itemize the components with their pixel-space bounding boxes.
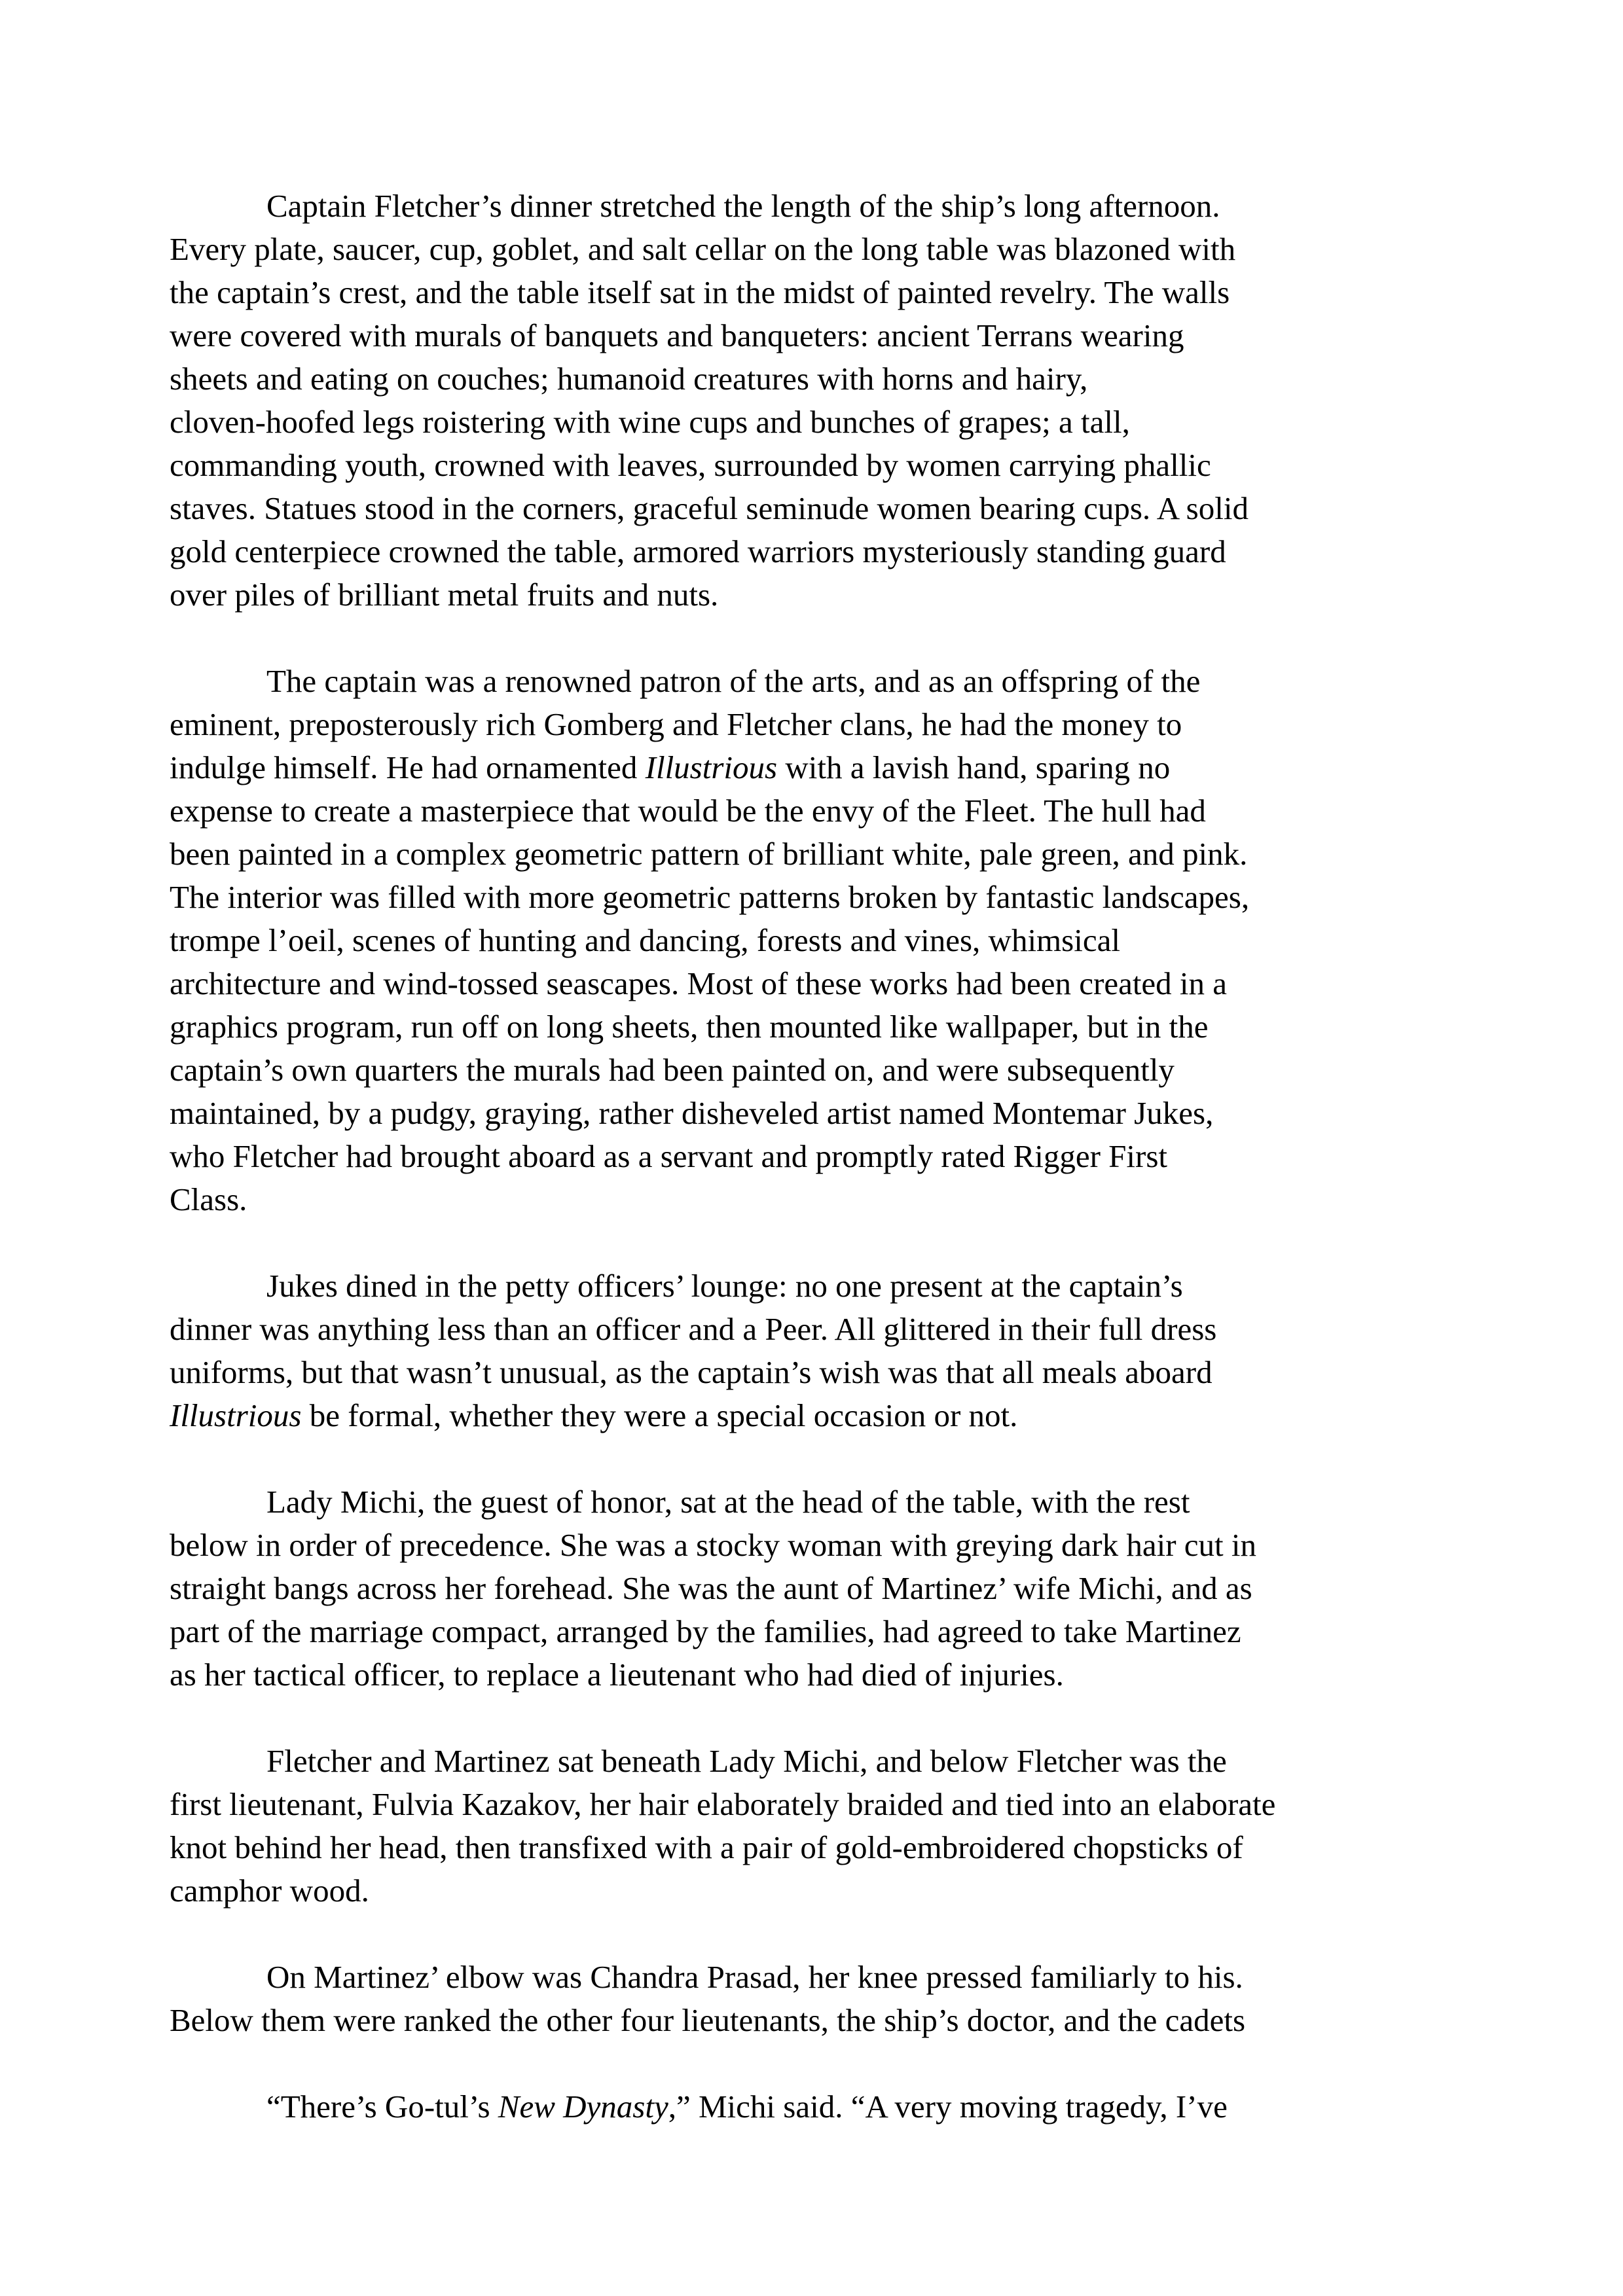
text-run: commanding youth, crowned with leaves, surrounded by women carrying phallic [170,447,1211,483]
text-run: Lady Michi, the guest of honor, sat at the head of the table, with the rest [266,1484,1190,1520]
text-run: Class. [170,1181,247,1217]
text-run: with a lavish hand, sparing no [777,749,1171,785]
text-run: graphics program, run off on long sheets, then mounted like wallpaper, but in the [170,1009,1209,1045]
text-run: first lieutenant, Fulvia Kazakov, her hair elaborately braided and tied into an elaborate [170,1786,1276,1822]
text-run: the captain’s crest, and the table itself sat in the midst of painted revelry. The walls [170,274,1230,310]
text-run: indulge himself. He had ornamented [170,749,646,785]
italic-text-run: Illustrious [645,749,778,785]
text-run: maintained, by a pudgy, graying, rather disheveled artist named Montemar Jukes, [170,1095,1214,1131]
text-run: part of the marriage compact, arranged by the families, had agreed to take Martinez [170,1613,1241,1649]
text-block [170,185,1489,2172]
text-run: over piles of brilliant metal fruits and nuts. [170,577,719,613]
text-run: were covered with murals of banquets and banqueters: ancient Terrans wearing [170,317,1184,353]
text-run: knot behind her head, then transfixed with a pair of gold-embroidered chopsticks of [170,1829,1243,1865]
text-run: who Fletcher had brought aboard as a servant and promptly rated Rigger First [170,1138,1168,1174]
text-run: be formal, whether they were a special occasion or not. [301,1397,1018,1433]
text-run: Jukes dined in the petty officers’ lounge: no one present at the captain’s [266,1268,1183,1304]
text-run: The interior was filled with more geometric patterns broken by fantastic landscapes, [170,879,1250,915]
text-run: Every plate, saucer, cup, goblet, and salt cellar on the long table was blazoned with [170,231,1236,267]
text-run: The captain was a renowned patron of the arts, and as an offspring of the [266,663,1201,699]
text-run: been painted in a complex geometric pattern of brilliant white, pale green, and pink. [170,836,1248,872]
text-run: Fletcher and Martinez sat beneath Lady Michi, and below Fletcher was the [266,1743,1227,1779]
text-run: staves. Statues stood in the corners, graceful seminude women bearing cups. A solid [170,490,1249,526]
italic-text-run: New Dynasty [498,2089,668,2125]
text-run: expense to create a masterpiece that would be the envy of the Fleet. The hull had [170,793,1206,829]
paragraph [170,1265,1489,1437]
text-run: Captain Fletcher’s dinner stretched the length of the ship’s long afternoon. [266,188,1220,224]
text-run: straight bangs across her forehead. She was the aunt of Martinez’ wife Michi, and as [170,1570,1252,1606]
paragraph [170,1956,1489,2042]
text-run: cloven-hoofed legs roistering with wine cups and bunches of grapes; a tall, [170,404,1130,440]
text-run: Below them were ranked the other four lieutenants, the ship’s doctor, and the cadets [170,2002,1246,2038]
italic-text-run: Illustrious [170,1397,302,1433]
text-run: eminent, preposterously rich Gomberg and Fletcher clans, he had the money to [170,706,1182,742]
text-run: dinner was anything less than an officer and a Peer. All glittered in their full dress [170,1311,1217,1347]
text-run: captain’s own quarters the murals had been painted on, and were subsequently [170,1052,1175,1088]
paragraph [170,1740,1489,1912]
text-run: as her tactical officer, to replace a lieutenant who had died of injuries. [170,1657,1064,1693]
paragraph [170,2085,1489,2128]
paragraph [170,660,1489,1221]
text-run: below in order of precedence. She was a stocky woman with greying dark hair cut in [170,1527,1257,1563]
text-run: sheets and eating on couches; humanoid creatures with horns and hairy, [170,361,1088,397]
text-run: gold centerpiece crowned the table, armored warriors mysteriously standing guard [170,533,1226,569]
text-run: trompe l’oeil, scenes of hunting and dancing, forests and vines, whimsical [170,922,1120,958]
paragraph [170,185,1489,617]
text-run: On Martinez’ elbow was Chandra Prasad, her knee pressed familiarly to his. [266,1959,1243,1995]
text-run: ,” Michi said. “A very moving tragedy, I’ve [668,2089,1228,2125]
text-run: camphor wood. [170,1873,369,1909]
paragraph [170,1480,1489,1696]
text-run: “There’s Go-tul’s [266,2089,498,2125]
text-run: architecture and wind-tossed seascapes. Most of these works had been created in a [170,965,1228,1001]
text-run: uniforms, but that wasn’t unusual, as the captain’s wish was that all meals aboard [170,1354,1213,1390]
